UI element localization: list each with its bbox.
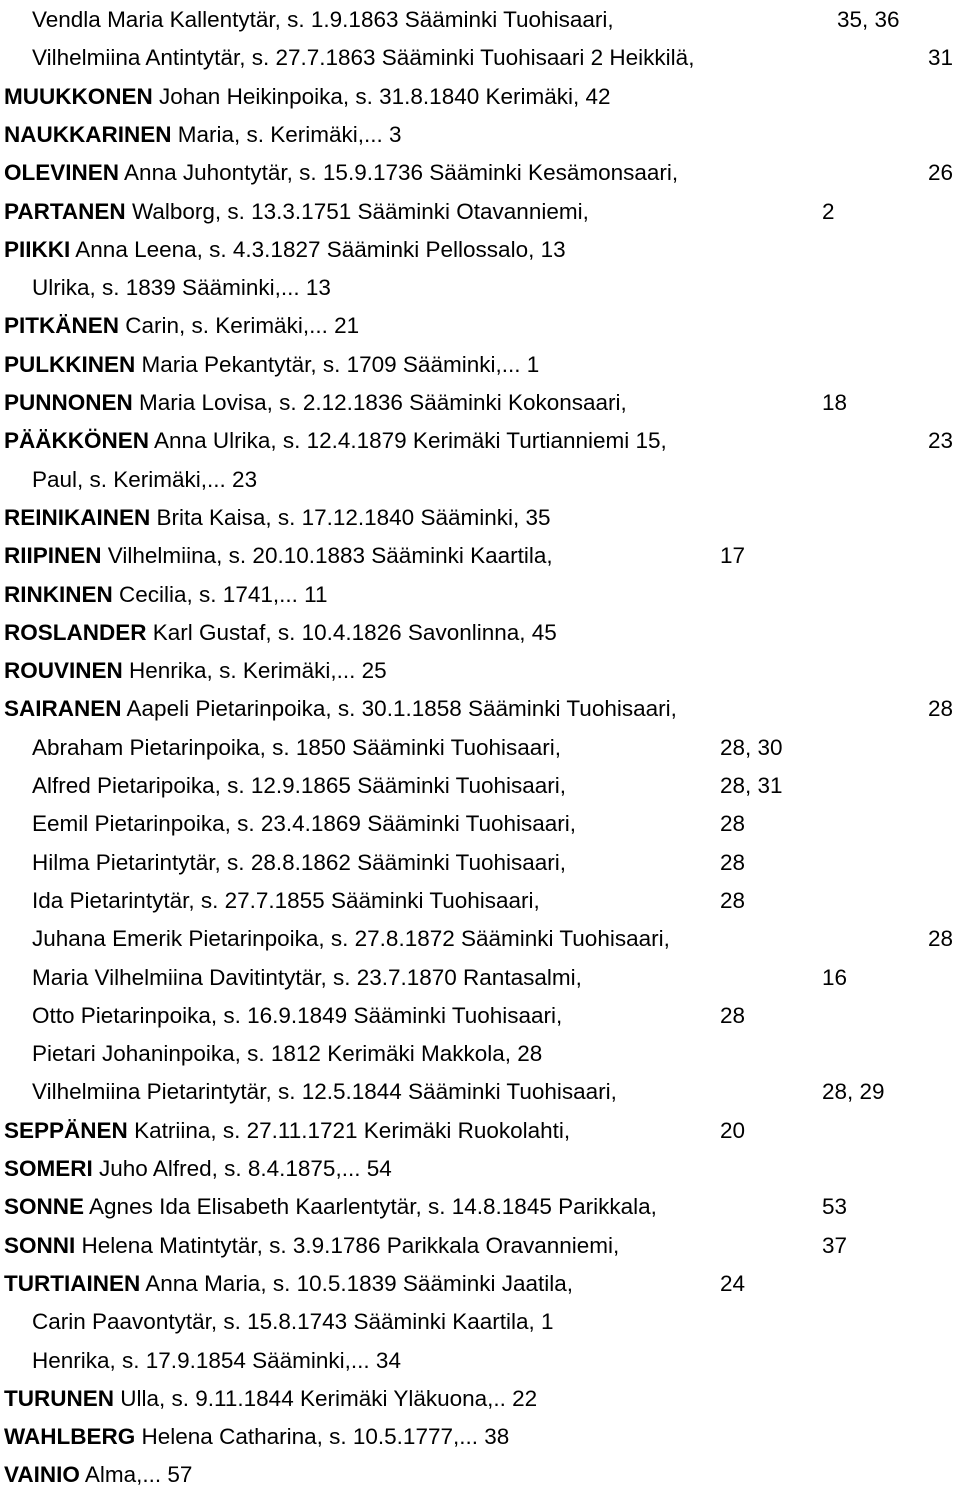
surname: WAHLBERG (4, 1424, 136, 1450)
entry-details: Anna Maria, s. 10.5.1839 Sääminki Jaatila, (145, 1270, 574, 1296)
entry-text (32, 269, 331, 307)
entry-text (32, 844, 566, 882)
entry-details: Maria Vilhelmiina Davitintytär, s. 23.7.1870 Rantasalmi, (32, 964, 582, 990)
page-reference: 23 (928, 428, 954, 454)
entry-details: Agnes Ida Elisabeth Kaarlentytär, s. 14.8.1845 Parikkala, (89, 1194, 657, 1220)
page-reference: 20 (720, 1117, 746, 1143)
surname: RINKINEN (4, 581, 113, 607)
page-reference: 31 (928, 45, 954, 71)
surname: PULKKINEN (4, 351, 136, 377)
entry-details: Ida Pietarintytär, s. 27.7.1855 Sääminki Tuohisaari, (32, 887, 540, 913)
entry-text (32, 805, 576, 843)
index-entry (0, 652, 960, 690)
entry-details: Cecilia, s. 1741,... 11 (119, 581, 328, 607)
surname: REINIKAINEN (4, 504, 151, 530)
index-entry (0, 959, 960, 997)
index-entry (0, 1342, 960, 1380)
surname: SONNI (4, 1232, 76, 1258)
entry-details: Vilhelmiina, s. 20.10.1883 Sääminki Kaartila, (107, 543, 553, 569)
index-entry (0, 39, 960, 77)
surname: ROSLANDER (4, 619, 147, 645)
index-entry (0, 231, 960, 269)
index-entry (0, 729, 960, 767)
entry-text (4, 231, 566, 269)
index-entry (0, 154, 960, 192)
entry-text (32, 959, 582, 997)
page-reference: 28 (928, 696, 954, 722)
index-entry (0, 193, 960, 231)
index-entry (0, 269, 960, 307)
entry-details: Henrika, s. 17.9.1854 Sääminki,... 34 (32, 1347, 401, 1373)
entry-text (4, 1418, 509, 1456)
entry-details: Eemil Pietarinpoika, s. 23.4.1869 Sääminki Tuohisaari, (32, 811, 577, 837)
index-entry (0, 1227, 960, 1265)
page-reference: 28 (720, 887, 746, 913)
entry-text (32, 1303, 554, 1341)
surname: SOMERI (4, 1156, 93, 1181)
surname: NAUKKARINEN (4, 121, 172, 147)
index-entry (0, 997, 960, 1035)
index-entry (0, 346, 960, 384)
index-entry (0, 1035, 960, 1073)
entry-text (4, 384, 627, 422)
index-entry (0, 1303, 960, 1341)
entry-details: Helena Matintytär, s. 3.9.1786 Parikkala Oravanniemi, (81, 1232, 620, 1258)
index-entry (0, 1, 960, 39)
entry-details: Alma,... 57 (84, 1462, 193, 1488)
page-reference: 37 (822, 1232, 848, 1258)
page-reference: 28, 31 (720, 773, 783, 798)
entry-text (4, 154, 678, 192)
page-reference: 28, 29 (822, 1079, 885, 1105)
index-entry (0, 78, 960, 116)
index-entry (0, 384, 960, 422)
index-entry (0, 844, 960, 882)
entry-text (32, 920, 670, 958)
index-entry (0, 1188, 960, 1226)
entry-details: Katriina, s. 27.11.1721 Kerimäki Ruokolahti, (134, 1117, 571, 1143)
surname: PUNNONEN (4, 390, 133, 415)
entry-details: Carin, s. Kerimäki,... 21 (125, 313, 360, 339)
entry-text (4, 78, 611, 116)
page-reference: 17 (720, 543, 746, 569)
entry-text (4, 307, 359, 345)
entry-details: Maria Lovisa, s. 2.12.1836 Sääminki Kokonsaari, (139, 390, 627, 415)
entry-text (4, 1456, 192, 1494)
entry-details: Pietari Johaninpoika, s. 1812 Kerimäki Makkola, 28 (32, 1041, 543, 1067)
index-entry (0, 1112, 960, 1150)
index-entry (0, 1456, 960, 1494)
page-reference: 35, 36 (837, 7, 900, 32)
entry-text (4, 652, 387, 690)
entry-text (4, 1265, 573, 1303)
page-reference: 26 (928, 160, 954, 186)
entry-text (32, 767, 566, 805)
entry-details: Hilma Pietarintytär, s. 28.8.1862 Sääminki Tuohisaari, (32, 849, 567, 875)
entry-details: Walborg, s. 13.3.1751 Sääminki Otavanniemi, (131, 198, 589, 224)
entry-details: Aapeli Pietarinpoika, s. 30.1.1858 Sääminki Tuohisaari, (126, 696, 677, 722)
entry-details: Anna Leena, s. 4.3.1827 Sääminki Pellossalo, 13 (75, 236, 566, 262)
index-entry (0, 1150, 960, 1188)
surname: SONNE (4, 1194, 85, 1220)
entry-details: Ulrika, s. 1839 Sääminki,... 13 (32, 275, 331, 301)
surname: ROUVINEN (4, 658, 123, 684)
entry-details: Maria, s. Kerimäki,... 3 (177, 121, 402, 147)
entry-details: Vilhelmiina Pietarintytär, s. 12.5.1844 Sääminki Tuohisaari, (32, 1079, 617, 1105)
page-reference: 28 (720, 811, 746, 837)
surname: PÄÄKKÖNEN (4, 428, 150, 454)
page-reference: 53 (822, 1194, 848, 1220)
entry-details: Helena Catharina, s. 10.5.1777,... 38 (141, 1424, 510, 1450)
surname: TURUNEN (4, 1385, 114, 1411)
entry-text (4, 1112, 570, 1150)
index-entry (0, 1418, 960, 1456)
page-reference: 28 (928, 926, 954, 952)
page-reference: 28 (720, 849, 746, 875)
entry-details: Ulla, s. 9.11.1844 Kerimäki Yläkuona,.. 22 (120, 1385, 538, 1411)
entry-text (32, 729, 561, 767)
index-entry (0, 307, 960, 345)
surname: OLEVINEN (4, 160, 120, 186)
entry-text (4, 346, 539, 384)
index-entry (0, 1380, 960, 1418)
entry-text (4, 1380, 537, 1418)
surname: PITKÄNEN (4, 313, 120, 339)
entry-text (32, 461, 257, 499)
entry-details: Henrika, s. Kerimäki,... 25 (129, 658, 387, 684)
entry-text (4, 116, 402, 154)
entry-text (32, 1, 614, 39)
entry-text (4, 690, 677, 728)
index-entry (0, 1073, 960, 1111)
index-entry (0, 461, 960, 499)
index-entry (0, 920, 960, 958)
entry-details: Vendla Maria Kallentytär, s. 1.9.1863 Sääminki Tuohisaari, (32, 7, 614, 32)
index-entry (0, 805, 960, 843)
index-entry (0, 422, 960, 460)
entry-text (4, 614, 557, 652)
surname: VAINIO (4, 1462, 80, 1488)
entry-text (32, 882, 540, 920)
page-reference: 24 (720, 1270, 746, 1296)
entry-text (4, 422, 667, 460)
entry-text (4, 1227, 619, 1265)
surname: RIIPINEN (4, 543, 102, 569)
surname: PIIKKI (4, 236, 71, 262)
entry-details: Juho Alfred, s. 8.4.1875,... 54 (99, 1156, 392, 1181)
entry-details: Brita Kaisa, s. 17.12.1840 Sääminki, 35 (156, 504, 551, 530)
index-entry (0, 537, 960, 575)
index-entry (0, 576, 960, 614)
entry-details: Otto Pietarinpoika, s. 16.9.1849 Sääminki Tuohisaari, (32, 1002, 563, 1028)
entry-text (32, 1035, 542, 1073)
entry-text (4, 1150, 392, 1188)
index-entry (0, 690, 960, 728)
index-entry (0, 767, 960, 805)
entry-text (4, 537, 553, 575)
surname: SAIRANEN (4, 696, 122, 722)
page-reference: 18 (822, 390, 848, 415)
entry-details: Abraham Pietarinpoika, s. 1850 Sääminki Tuohisaari, (32, 734, 562, 760)
entry-text (4, 1188, 657, 1226)
entry-details: Anna Juhontytär, s. 15.9.1736 Sääminki Kesämonsaari, (124, 160, 679, 186)
page-reference: 28 (720, 1002, 746, 1028)
entry-details: Maria Pekantytär, s. 1709 Sääminki,... 1 (141, 351, 540, 377)
entry-details: Carin Paavontytär, s. 15.8.1743 Sääminki Kaartila, 1 (32, 1309, 554, 1335)
surname: PARTANEN (4, 198, 126, 224)
entry-text (32, 1342, 401, 1380)
index-entry (0, 1265, 960, 1303)
entry-details: Johan Heikinpoika, s. 31.8.1840 Kerimäki, 42 (159, 83, 611, 109)
page-reference: 16 (822, 964, 848, 990)
entry-text (4, 576, 327, 614)
entry-text (32, 997, 562, 1035)
entry-text (4, 193, 589, 231)
entry-text (4, 499, 551, 537)
surname: MUUKKONEN (4, 83, 153, 109)
surname: TURTIAINEN (4, 1270, 141, 1296)
index-entry (0, 882, 960, 920)
entry-details: Alfred Pietaripoika, s. 12.9.1865 Sääminki Tuohisaari, (32, 773, 567, 798)
index-entry (0, 614, 960, 652)
entry-details: Paul, s. Kerimäki,... 23 (32, 466, 258, 492)
page-reference: 2 (822, 198, 835, 224)
entry-details: Karl Gustaf, s. 10.4.1826 Savonlinna, 45 (152, 619, 557, 645)
entry-text (32, 1073, 617, 1111)
page-reference: 28, 30 (720, 734, 783, 760)
entry-details: Vilhelmiina Antintytär, s. 27.7.1863 Sääminki Tuohisaari 2 Heikkilä, (32, 45, 695, 71)
entry-details: Juhana Emerik Pietarinpoika, s. 27.8.1872 Sääminki Tuohisaari, (32, 926, 670, 952)
entry-text (32, 39, 694, 77)
index-entry (0, 499, 960, 537)
index-entry (0, 116, 960, 154)
surname: SEPPÄNEN (4, 1117, 128, 1143)
entry-details: Anna Ulrika, s. 12.4.1879 Kerimäki Turtianniemi 15, (154, 428, 667, 454)
